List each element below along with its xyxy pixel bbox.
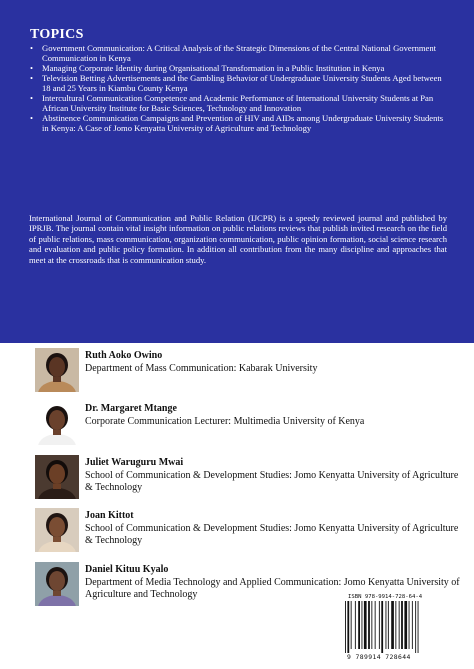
topic-text: Television Betting Advertisements and the Gambling Behavior of Undergraduate University Students Aged between 18 and 25 Years in Kiambu County Kenya (42, 73, 442, 93)
topic-text: Managing Corporate Identity during Organisational Transformation in a Public Institution in Kenya (42, 63, 385, 73)
topic-text: Abstinence Communication Campaigns and Prevention of HIV and AIDs among Undergraduate University Students in Kenya: A Case of Jomo Kenyatta University of Agriculture and Technology (42, 113, 444, 133)
topics-list (30, 43, 450, 133)
author-entry (35, 401, 465, 449)
avatar (35, 562, 79, 606)
author-name: Juliet Waruguru Mwai (85, 457, 184, 468)
barcode-digits: 9 789914 728644 (347, 653, 411, 661)
topic-item (30, 63, 450, 73)
author-entry (35, 348, 465, 396)
topics-title: TOPICS (30, 27, 84, 42)
avatar (35, 348, 79, 392)
author-entry (35, 455, 465, 503)
author-affiliation: Department of Mass Communication: Kabarak University (85, 363, 318, 374)
journal-description: International Journal of Communication and Public Relation (IJCPR) is a speedy reviewed journal and published by IPRJB. The journal contain vital insight information on public relations reviews that publish invited research on the field of public relations, mass communication, organization communication, public opinion formation, social science research and evaluation and public policy formation. In addition all contribution from the many discipline and approaches that meet at the crossroads that is communication study. (29, 213, 447, 265)
bullet-icon: • (30, 93, 34, 103)
bullet-icon: • (30, 73, 34, 83)
author-affiliation: School of Communication & Development Studies: Jomo Kenyatta University of Agriculture & Technology (85, 523, 459, 546)
bullet-icon: • (30, 113, 34, 123)
topic-item (30, 73, 450, 93)
bullet-icon: • (30, 63, 34, 73)
topic-text: Intercultural Communication Competence and Academic Performance of International University Students at Pan African University Institute for Basic Sciences, Technology and Innovation (42, 93, 434, 113)
author-affiliation: School of Communication & Development Studies: Jomo Kenyatta University of Agriculture & Technology (85, 470, 459, 493)
author-name: Joan Kittot (85, 510, 134, 521)
author-name: Daniel Kituu Kyalo (85, 564, 169, 575)
topic-item (30, 113, 450, 133)
avatar (35, 455, 79, 499)
topic-item (30, 43, 450, 63)
author-name: Ruth Aoko Owino (85, 350, 163, 361)
author-affiliation: Corporate Communication Lecturer: Multimedia University of Kenya (85, 416, 365, 427)
isbn-label: ISBN 978-9914-728-64-4 (348, 594, 423, 600)
author-entry (35, 508, 465, 556)
bullet-icon: • (30, 43, 34, 53)
topic-text: Government Communication: A Critical Analysis of the Strategic Dimensions of the Central National Government Communication in Kenya (42, 43, 437, 63)
barcode (344, 601, 428, 653)
avatar (35, 508, 79, 552)
topic-item (30, 93, 450, 113)
author-affiliation: Department of Media Technology and Applied Communication: Jomo Kenyatta University of Agriculture and Technology (85, 577, 460, 600)
avatar (35, 401, 79, 445)
author-name: Dr. Margaret Mtange (85, 403, 177, 414)
